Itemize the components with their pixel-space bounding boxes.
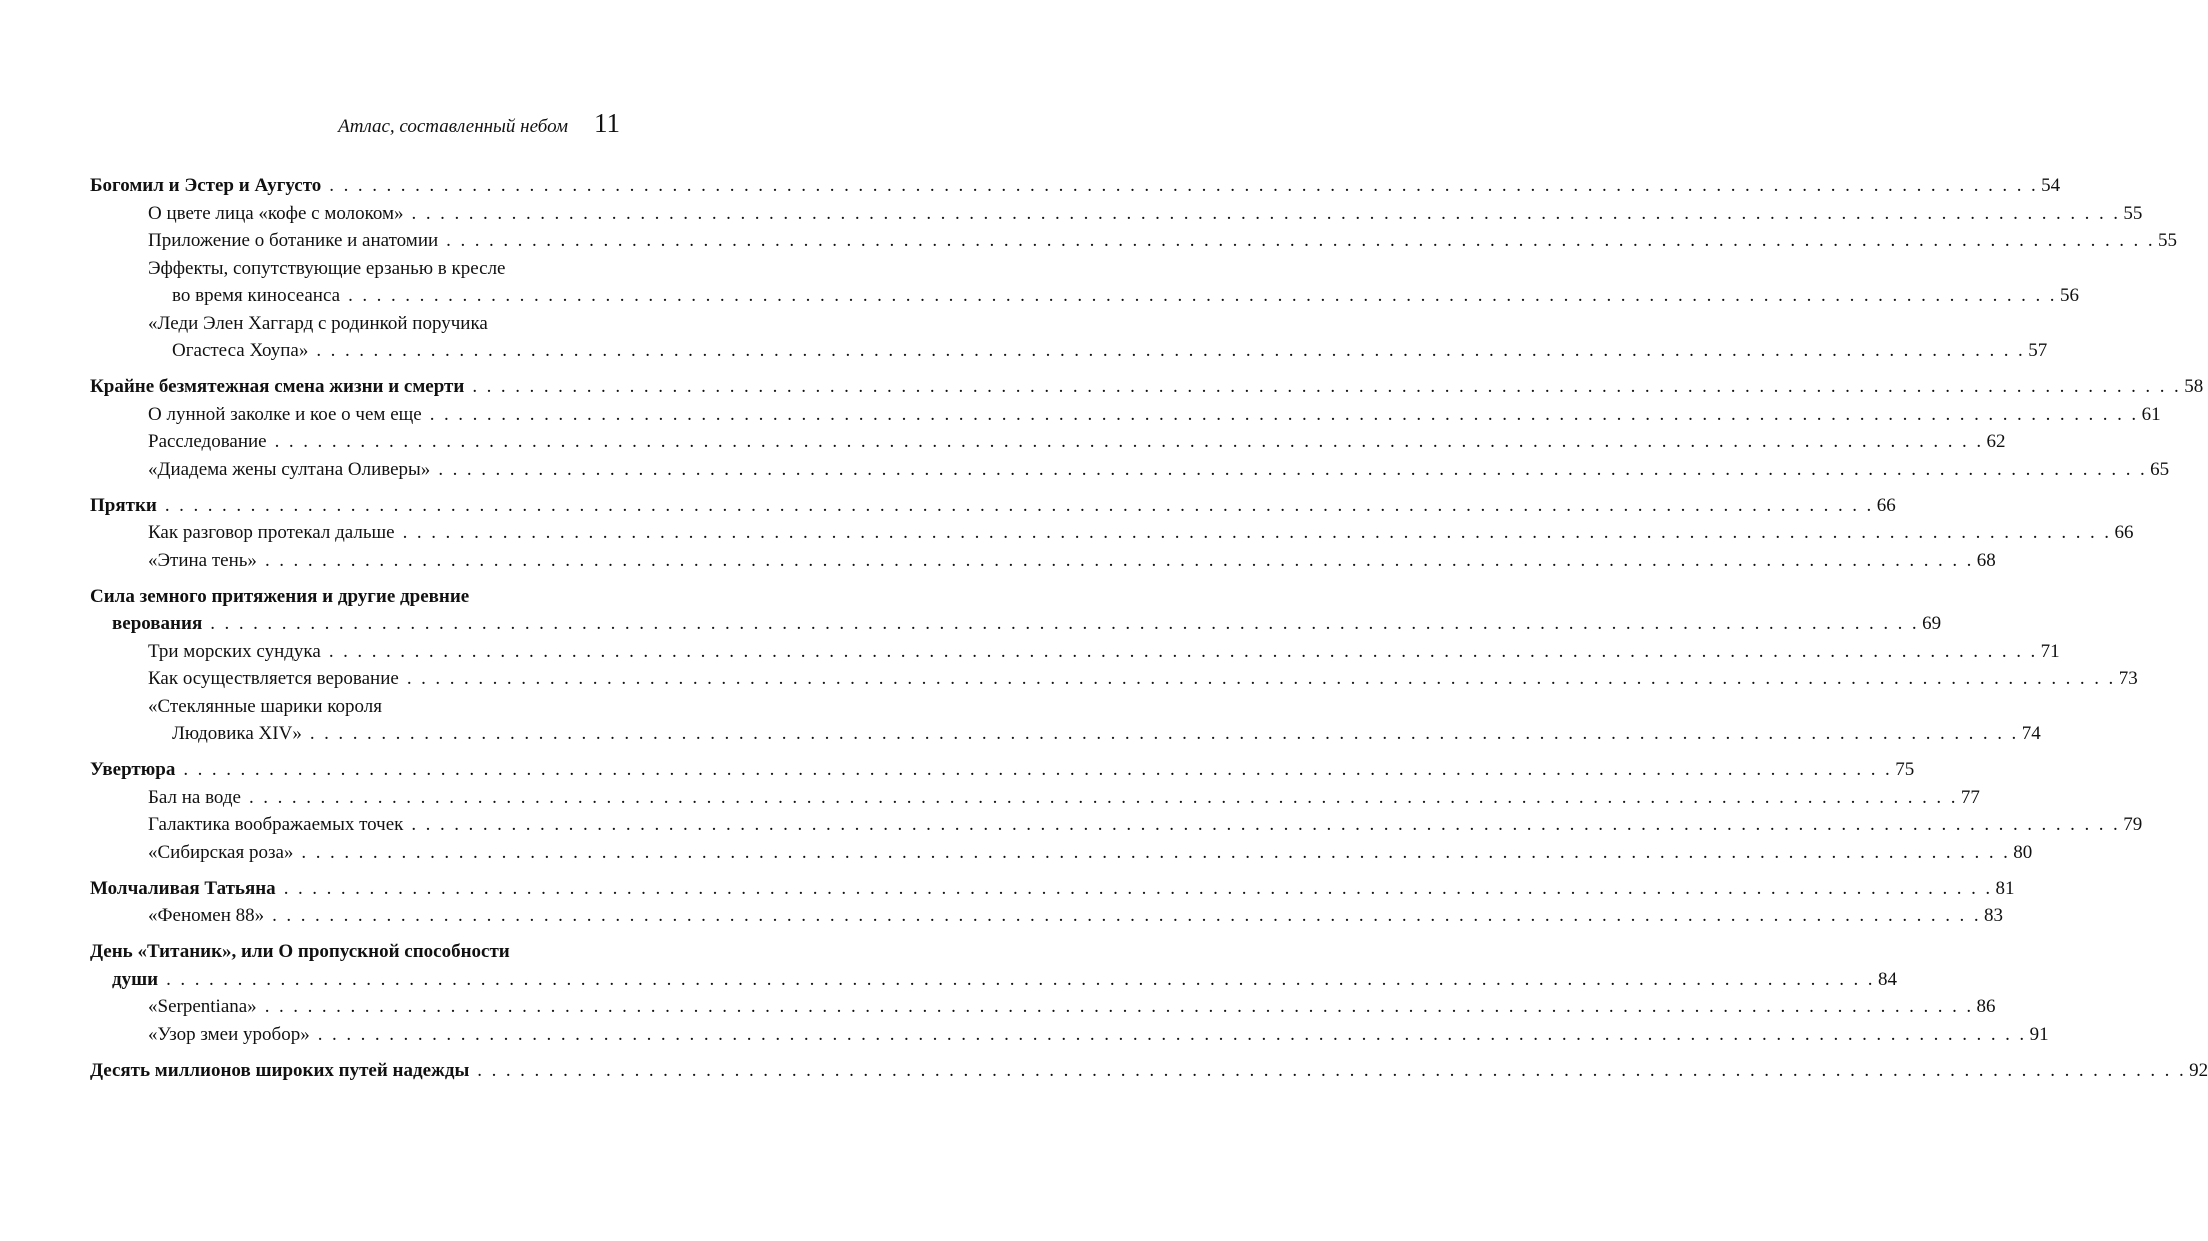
toc-section-line — [90, 839, 2033, 867]
section-title: «Узор змеи уробор» — [148, 1023, 310, 1045]
section-title: Как разговор протекал дальше — [148, 522, 395, 543]
chapter-title: Богомил и Эстер и Аугусто — [90, 175, 322, 196]
section-title: Три морских сундука — [148, 640, 321, 662]
toc-section-line — [90, 310, 620, 338]
toc-page-number: 65 — [2150, 458, 2170, 480]
toc-page-number: 66 — [1876, 494, 1896, 516]
toc-chapter-line — [90, 875, 2015, 903]
toc-page-number: 71 — [2040, 640, 2060, 662]
toc-section-line — [90, 456, 2170, 484]
toc-section-line — [90, 428, 2006, 456]
toc-page-number: 61 — [2141, 403, 2161, 425]
section-title: «Этина тень» — [148, 549, 257, 571]
toc-section-line — [90, 255, 620, 283]
toc-page-number: 74 — [2021, 723, 2041, 744]
toc-page-number: 77 — [1960, 786, 1980, 808]
dot-leader: . . . . . . . . . . . . . . . . . . . . . . . . . . . . . . . . . . . . . . . . . . . . . . . . . . . . . . . . . . . . . . . . . . . . . . . . . . . . . . . . . . . . . . . . . . . . . . . . . . . . . . . . . . . . . . . . . . . . . . . . — [317, 1023, 2027, 1045]
toc-page-number: 83 — [1983, 905, 2003, 926]
toc-chapter-line — [90, 583, 620, 611]
toc-chapter-line — [90, 1057, 2208, 1085]
dot-leader: . . . . . . . . . . . . . . . . . . . . . . . . . . . . . . . . . . . . . . . . . . . . . . . . . . . . . . . . . . . . . . . . . . . . . . . . . . . . . . . . . . . . . . . . . . . . . . . . . . . . . . . . . . . . . . . . . . . . . . . . — [411, 814, 2121, 835]
toc-page-number: 75 — [1895, 759, 1915, 780]
chapter-title: души — [112, 968, 159, 990]
toc-page-number: 86 — [1976, 996, 1996, 1017]
dot-leader: . . . . . . . . . . . . . . . . . . . . . . . . . . . . . . . . . . . . . . . . . . . . . . . . . . . . . . . . . . . . . . . . . . . . . . . . . . . . . . . . . . . . . . . . . . . . . . . . . . . . . . . . . . . . . . . . . . . . . . . . — [411, 202, 2121, 224]
dot-leader: . . . . . . . . . . . . . . . . . . . . . . . . . . . . . . . . . . . . . . . . . . . . . . . . . . . . . . . . . . . . . . . . . . . . . . . . . . . . . . . . . . . . . . . . . . . . . . . . . . . . . . . . . . . . . . . . . . . . . . . . — [264, 549, 1974, 571]
toc-section-line — [90, 282, 2079, 310]
dot-leader: . . . . . . . . . . . . . . . . . . . . . . . . . . . . . . . . . . . . . . . . . . . . . . . . . . . . . . . . . . . . . . . . . . . . . . . . . . . . . . . . . . . . . . . . . . . . . . . . . . . . . . . . . . . . . . . . . . . . . . . . — [328, 640, 2038, 662]
toc-page-number: 92 — [2189, 1059, 2208, 1081]
section-title: «Стеклянные шарики короля — [148, 695, 383, 717]
toc-chapter-line — [90, 492, 1896, 520]
dot-leader: . . . . . . . . . . . . . . . . . . . . . . . . . . . . . . . . . . . . . . . . . . . . . . . . . . . . . . . . . . . . . . . . . . . . . . . . . . . . . . . . . . . . . . . . . . . . . . . . . . . . . . . . . . . . . . . . . . . . . . . . — [283, 877, 1993, 899]
toc-chapter-line — [90, 172, 2061, 200]
section-title: Расследование — [148, 431, 267, 452]
section-title: Приложение о ботанике и анатомии — [148, 230, 439, 251]
section-title: во время киносеанса — [172, 285, 341, 306]
dot-leader: . . . . . . . . . . . . . . . . . . . . . . . . . . . . . . . . . . . . . . . . . . . . . . . . . . . . . . . . . . . . . . . . . . . . . . . . . . . . . . . . . . . . . . . . . . . . . . . . . . . . . . . . . . . . . . . . . . . . . . . . — [348, 285, 2057, 306]
section-title: Огастеса Хоупа» — [172, 340, 309, 361]
toc-section-line — [90, 1021, 2049, 1049]
dot-leader: . . . . . . . . . . . . . . . . . . . . . . . . . . . . . . . . . . . . . . . . . . . . . . . . . . . . . . . . . . . . . . . . . . . . . . . . . . . . . . . . . . . . . . . . . . . . . . . . . . . . . . . . . . . . . . . . . . . . . . . . — [402, 522, 2112, 543]
dot-leader: . . . . . . . . . . . . . . . . . . . . . . . . . . . . . . . . . . . . . . . . . . . . . . . . . . . . . . . . . . . . . . . . . . . . . . . . . . . . . . . . . . . . . . . . . . . . . . . . . . . . . . . . . . . . . . . . . . . . . . . . — [429, 403, 2139, 425]
dot-leader: . . . . . . . . . . . . . . . . . . . . . . . . . . . . . . . . . . . . . . . . . . . . . . . . . . . . . . . . . . . . . . . . . . . . . . . . . . . . . . . . . . . . . . . . . . . . . . . . . . . . . . . . . . . . . . . . . . . . . . . . — [406, 668, 2116, 689]
section-title: Галактика воображаемых точек — [148, 814, 404, 835]
toc-page-number: 58 — [2184, 376, 2204, 397]
dot-leader: . . . . . . . . . . . . . . . . . . . . . . . . . . . . . . . . . . . . . . . . . . . . . . . . . . . . . . . . . . . . . . . . . . . . . . . . . . . . . . . . . . . . . . . . . . . . . . . . . . . . . . . . . . . . . . . . . . . . . . . . — [164, 494, 1874, 516]
toc-page-number: 84 — [1877, 968, 1897, 990]
toc-section-line — [90, 720, 2041, 748]
chapter-title: Молчаливая Татьяна — [90, 877, 276, 899]
chapter-title: верования — [112, 613, 203, 634]
toc-section-line — [90, 638, 2060, 666]
chapter-title: Увертюра — [90, 759, 176, 780]
section-title: О цвете лица «кофе с молоком» — [148, 202, 404, 224]
section-title: «Леди Элен Хаггард с родинкой поручика — [148, 312, 488, 334]
toc-chapter-line — [90, 756, 1915, 784]
toc-page-number: 55 — [2123, 202, 2143, 224]
chapter-title: Десять миллионов широких путей надежды — [90, 1059, 470, 1081]
dot-leader: . . . . . . . . . . . . . . . . . . . . . . . . . . . . . . . . . . . . . . . . . . . . . . . . . . . . . . . . . . . . . . . . . . . . . . . . . . . . . . . . . . . . . . . . . . . . . . . . . . . . . . . . . . . . . . . . . . . . . . . . — [477, 1059, 2187, 1081]
dot-leader: . . . . . . . . . . . . . . . . . . . . . . . . . . . . . . . . . . . . . . . . . . . . . . . . . . . . . . . . . . . . . . . . . . . . . . . . . . . . . . . . . . . . . . . . . . . . . . . . . . . . . . . . . . . . . . . . . . . . . . . . — [472, 376, 2182, 397]
section-title: О лунной заколке и кое о чем еще — [148, 403, 422, 425]
toc-section-line — [90, 227, 2178, 255]
section-title: «Сибирская роза» — [148, 841, 294, 863]
toc-page-number: 57 — [2028, 340, 2048, 361]
toc-chapter-line — [90, 938, 620, 966]
toc-section-line — [90, 784, 1980, 812]
toc-page-number: 79 — [2123, 814, 2143, 835]
toc-section-line — [90, 811, 2143, 839]
toc-section-line — [90, 547, 1996, 575]
toc-chapter-line — [90, 966, 1897, 994]
toc-page-number: 73 — [2118, 668, 2138, 689]
dot-leader: . . . . . . . . . . . . . . . . . . . . . . . . . . . . . . . . . . . . . . . . . . . . . . . . . . . . . . . . . . . . . . . . . . . . . . . . . . . . . . . . . . . . . . . . . . . . . . . . . . . . . . . . . . . . . . . . . . . . . . . . — [309, 723, 2019, 744]
section-title: Эффекты, сопутствующие ерзанью в кресле — [148, 257, 506, 279]
section-title: Как осуществляется верование — [148, 668, 399, 689]
dot-leader: . . . . . . . . . . . . . . . . . . . . . . . . . . . . . . . . . . . . . . . . . . . . . . . . . . . . . . . . . . . . . . . . . . . . . . . . . . . . . . . . . . . . . . . . . . . . . . . . . . . . . . . . . . . . . . . . . . . . . . . . — [446, 230, 2156, 251]
toc-section-line — [90, 200, 2143, 228]
toc-section-line — [90, 519, 2134, 547]
dot-leader: . . . . . . . . . . . . . . . . . . . . . . . . . . . . . . . . . . . . . . . . . . . . . . . . . . . . . . . . . . . . . . . . . . . . . . . . . . . . . . . . . . . . . . . . . . . . . . . . . . . . . . . . . . . . . . . . . . . . . . . . — [249, 786, 1958, 808]
toc-page-number: 55 — [2158, 230, 2178, 251]
toc-chapter-line — [90, 373, 2204, 401]
toc-page-number: 62 — [1986, 431, 2006, 452]
section-title: «Диадема жены султана Оливеры» — [148, 458, 431, 480]
running-title: Атлас, составленный небом — [338, 116, 568, 137]
toc-page-number: 56 — [2059, 285, 2079, 306]
toc-page-number: 68 — [1976, 549, 1996, 571]
dot-leader: . . . . . . . . . . . . . . . . . . . . . . . . . . . . . . . . . . . . . . . . . . . . . . . . . . . . . . . . . . . . . . . . . . . . . . . . . . . . . . . . . . . . . . . . . . . . . . . . . . . . . . . . . . . . . . . . . . . . . . . . — [183, 759, 1893, 780]
chapter-title: День «Титаник», или О пропускной способности — [90, 941, 510, 962]
toc-page-number: 66 — [2114, 522, 2134, 543]
chapter-title: Сила земного притяжения и другие древние — [90, 585, 470, 607]
dot-leader: . . . . . . . . . . . . . . . . . . . . . . . . . . . . . . . . . . . . . . . . . . . . . . . . . . . . . . . . . . . . . . . . . . . . . . . . . . . . . . . . . . . . . . . . . . . . . . . . . . . . . . . . . . . . . . . . . . . . . . . . — [272, 905, 1981, 926]
page-header — [90, 108, 620, 139]
dot-leader: . . . . . . . . . . . . . . . . . . . . . . . . . . . . . . . . . . . . . . . . . . . . . . . . . . . . . . . . . . . . . . . . . . . . . . . . . . . . . . . . . . . . . . . . . . . . . . . . . . . . . . . . . . . . . . . . . . . . . . . . — [301, 841, 2011, 863]
section-title: Бал на воде — [148, 786, 241, 808]
toc-page-number: 91 — [2029, 1023, 2049, 1045]
dot-leader: . . . . . . . . . . . . . . . . . . . . . . . . . . . . . . . . . . . . . . . . . . . . . . . . . . . . . . . . . . . . . . . . . . . . . . . . . . . . . . . . . . . . . . . . . . . . . . . . . . . . . . . . . . . . . . . . . . . . . . . . — [438, 458, 2148, 480]
page-number: 11 — [594, 108, 620, 138]
toc-section-line — [90, 665, 2138, 693]
section-title: «Феномен 88» — [148, 905, 265, 926]
chapter-title: Прятки — [90, 494, 157, 516]
toc-section-line — [90, 337, 2048, 365]
dot-leader: . . . . . . . . . . . . . . . . . . . . . . . . . . . . . . . . . . . . . . . . . . . . . . . . . . . . . . . . . . . . . . . . . . . . . . . . . . . . . . . . . . . . . . . . . . . . . . . . . . . . . . . . . . . . . . . . . . . . . . . . — [166, 968, 1875, 990]
toc-chapter-line — [90, 610, 1942, 638]
toc-section-line — [90, 693, 620, 721]
toc-page-number: 81 — [1995, 877, 2015, 899]
dot-leader: . . . . . . . . . . . . . . . . . . . . . . . . . . . . . . . . . . . . . . . . . . . . . . . . . . . . . . . . . . . . . . . . . . . . . . . . . . . . . . . . . . . . . . . . . . . . . . . . . . . . . . . . . . . . . . . . . . . . . . . . — [329, 175, 2039, 196]
dot-leader: . . . . . . . . . . . . . . . . . . . . . . . . . . . . . . . . . . . . . . . . . . . . . . . . . . . . . . . . . . . . . . . . . . . . . . . . . . . . . . . . . . . . . . . . . . . . . . . . . . . . . . . . . . . . . . . . . . . . . . . . — [316, 340, 2026, 361]
dot-leader: . . . . . . . . . . . . . . . . . . . . . . . . . . . . . . . . . . . . . . . . . . . . . . . . . . . . . . . . . . . . . . . . . . . . . . . . . . . . . . . . . . . . . . . . . . . . . . . . . . . . . . . . . . . . . . . . . . . . . . . . — [210, 613, 1920, 634]
section-title: «Serpentiana» — [148, 996, 257, 1017]
toc-section-line — [90, 401, 2161, 429]
dot-leader: . . . . . . . . . . . . . . . . . . . . . . . . . . . . . . . . . . . . . . . . . . . . . . . . . . . . . . . . . . . . . . . . . . . . . . . . . . . . . . . . . . . . . . . . . . . . . . . . . . . . . . . . . . . . . . . . . . . . . . . . — [274, 431, 1984, 452]
table-of-contents — [90, 172, 2208, 1084]
section-title: Людовика XIV» — [172, 723, 302, 744]
chapter-title: Крайне безмятежная смена жизни и смерти — [90, 376, 465, 397]
toc-page-number: 69 — [1922, 613, 1942, 634]
toc-page-number: 80 — [2013, 841, 2033, 863]
toc-page-number: 54 — [2041, 175, 2061, 196]
dot-leader: . . . . . . . . . . . . . . . . . . . . . . . . . . . . . . . . . . . . . . . . . . . . . . . . . . . . . . . . . . . . . . . . . . . . . . . . . . . . . . . . . . . . . . . . . . . . . . . . . . . . . . . . . . . . . . . . . . . . . . . . — [264, 996, 1974, 1017]
toc-section-line — [90, 993, 1996, 1021]
toc-section-line — [90, 902, 2003, 930]
